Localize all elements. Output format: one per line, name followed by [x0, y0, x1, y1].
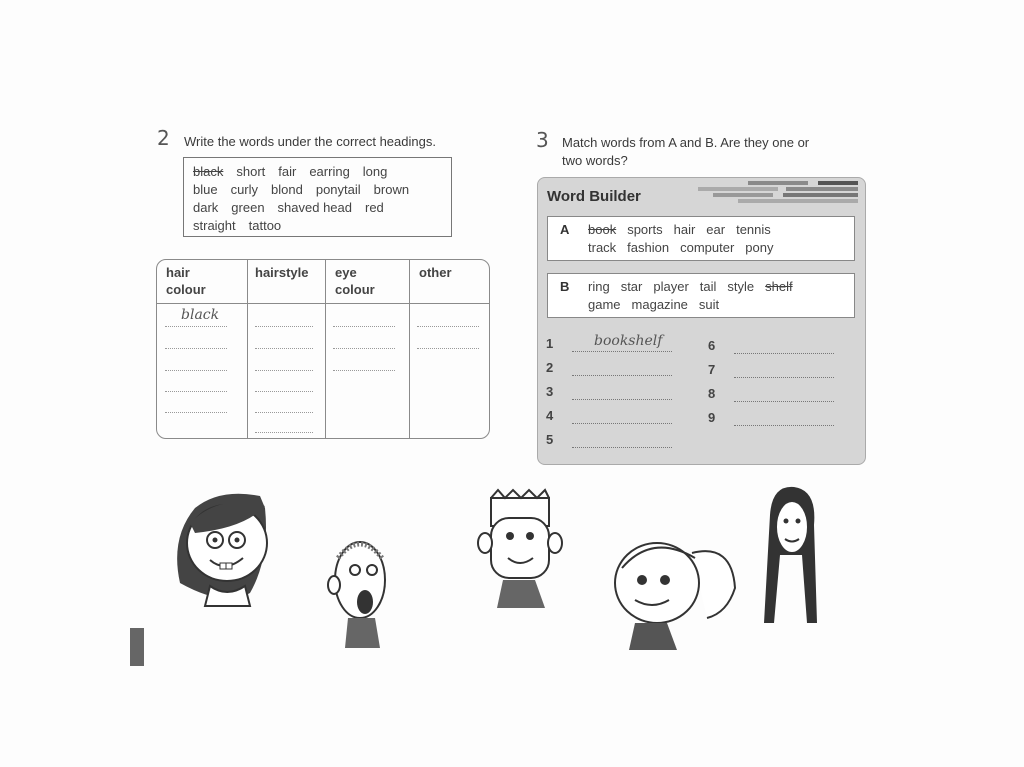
word-11: green [231, 200, 265, 215]
heading-hairstyle: hairstyle [255, 265, 309, 280]
answer-number-1: 1 [546, 336, 554, 351]
example-answer-black: black [181, 307, 220, 323]
exercise-2-instruction: Write the words under the correct headings. [184, 134, 436, 149]
b-word-7: magazine [631, 297, 688, 312]
a-word-2: hair [673, 222, 696, 237]
word-10: dark [193, 200, 219, 215]
woman-long-hair-illustration [762, 485, 820, 625]
a-word-6: fashion [627, 240, 670, 255]
word-7: blond [271, 182, 303, 197]
word-1: short [236, 164, 266, 179]
b-word-5: shelf [765, 279, 793, 294]
label-b: B [560, 279, 570, 294]
word-6: curly [230, 182, 259, 197]
a-word-3: ear [706, 222, 726, 237]
b-word-3: tail [699, 279, 717, 294]
b-word-1: star [620, 279, 643, 294]
answer-number-4: 4 [546, 408, 554, 423]
girl-dark-hair-illustration [165, 488, 275, 613]
exercise-2-number: 2 [157, 126, 170, 150]
heading-hair-colour: hair colour [166, 265, 206, 297]
answer-number-8: 8 [708, 386, 716, 401]
word-builder-panel [537, 177, 866, 465]
a-word-1: sports [627, 222, 663, 237]
answer-number-9: 9 [708, 410, 716, 425]
word-9: brown [373, 182, 410, 197]
b-word-6: game [588, 297, 621, 312]
example-answer-bookshelf: bookshelf [594, 333, 663, 349]
word-13: red [365, 200, 384, 215]
b-word-0: ring [588, 279, 610, 294]
a-word-5: track [588, 240, 617, 255]
word-15: tattoo [248, 218, 282, 233]
headings-table [156, 259, 490, 439]
page-edge-tab [130, 628, 144, 666]
a-word-8: pony [745, 240, 774, 255]
exercise-3-number: 3 [536, 128, 549, 152]
a-word-0: book [588, 222, 617, 237]
b-word-8: suit [698, 297, 720, 312]
answer-number-2: 2 [546, 360, 554, 375]
answer-number-3: 3 [546, 384, 554, 399]
word-2: fair [278, 164, 297, 179]
word-3: earring [309, 164, 350, 179]
a-word-7: computer [680, 240, 735, 255]
answer-number-6: 6 [708, 338, 716, 353]
girl-ponytail-illustration [607, 528, 737, 653]
word-14: straight [193, 218, 236, 233]
word-box-b [547, 273, 855, 318]
word-12: shaved head [277, 200, 352, 215]
word-5: blue [193, 182, 218, 197]
answer-number-5: 5 [546, 432, 554, 447]
word-box [183, 157, 452, 237]
word-box-a [547, 216, 855, 261]
b-word-2: player [653, 279, 689, 294]
bald-man-illustration [320, 530, 392, 655]
heading-other: other [419, 265, 452, 280]
boy-spiky-hair-illustration [473, 488, 565, 613]
label-a: A [560, 222, 570, 237]
word-4: long [362, 164, 388, 179]
heading-eye-colour: eye colour [335, 265, 375, 297]
word-0: black [193, 164, 224, 179]
exercise-3-instruction: Match words from A and B. Are they one or two words? [562, 135, 810, 168]
b-word-4: style [727, 279, 755, 294]
answer-number-7: 7 [708, 362, 716, 377]
word-8: ponytail [315, 182, 361, 197]
a-word-4: tennis [736, 222, 771, 237]
word-builder-title: Word Builder [547, 188, 641, 205]
